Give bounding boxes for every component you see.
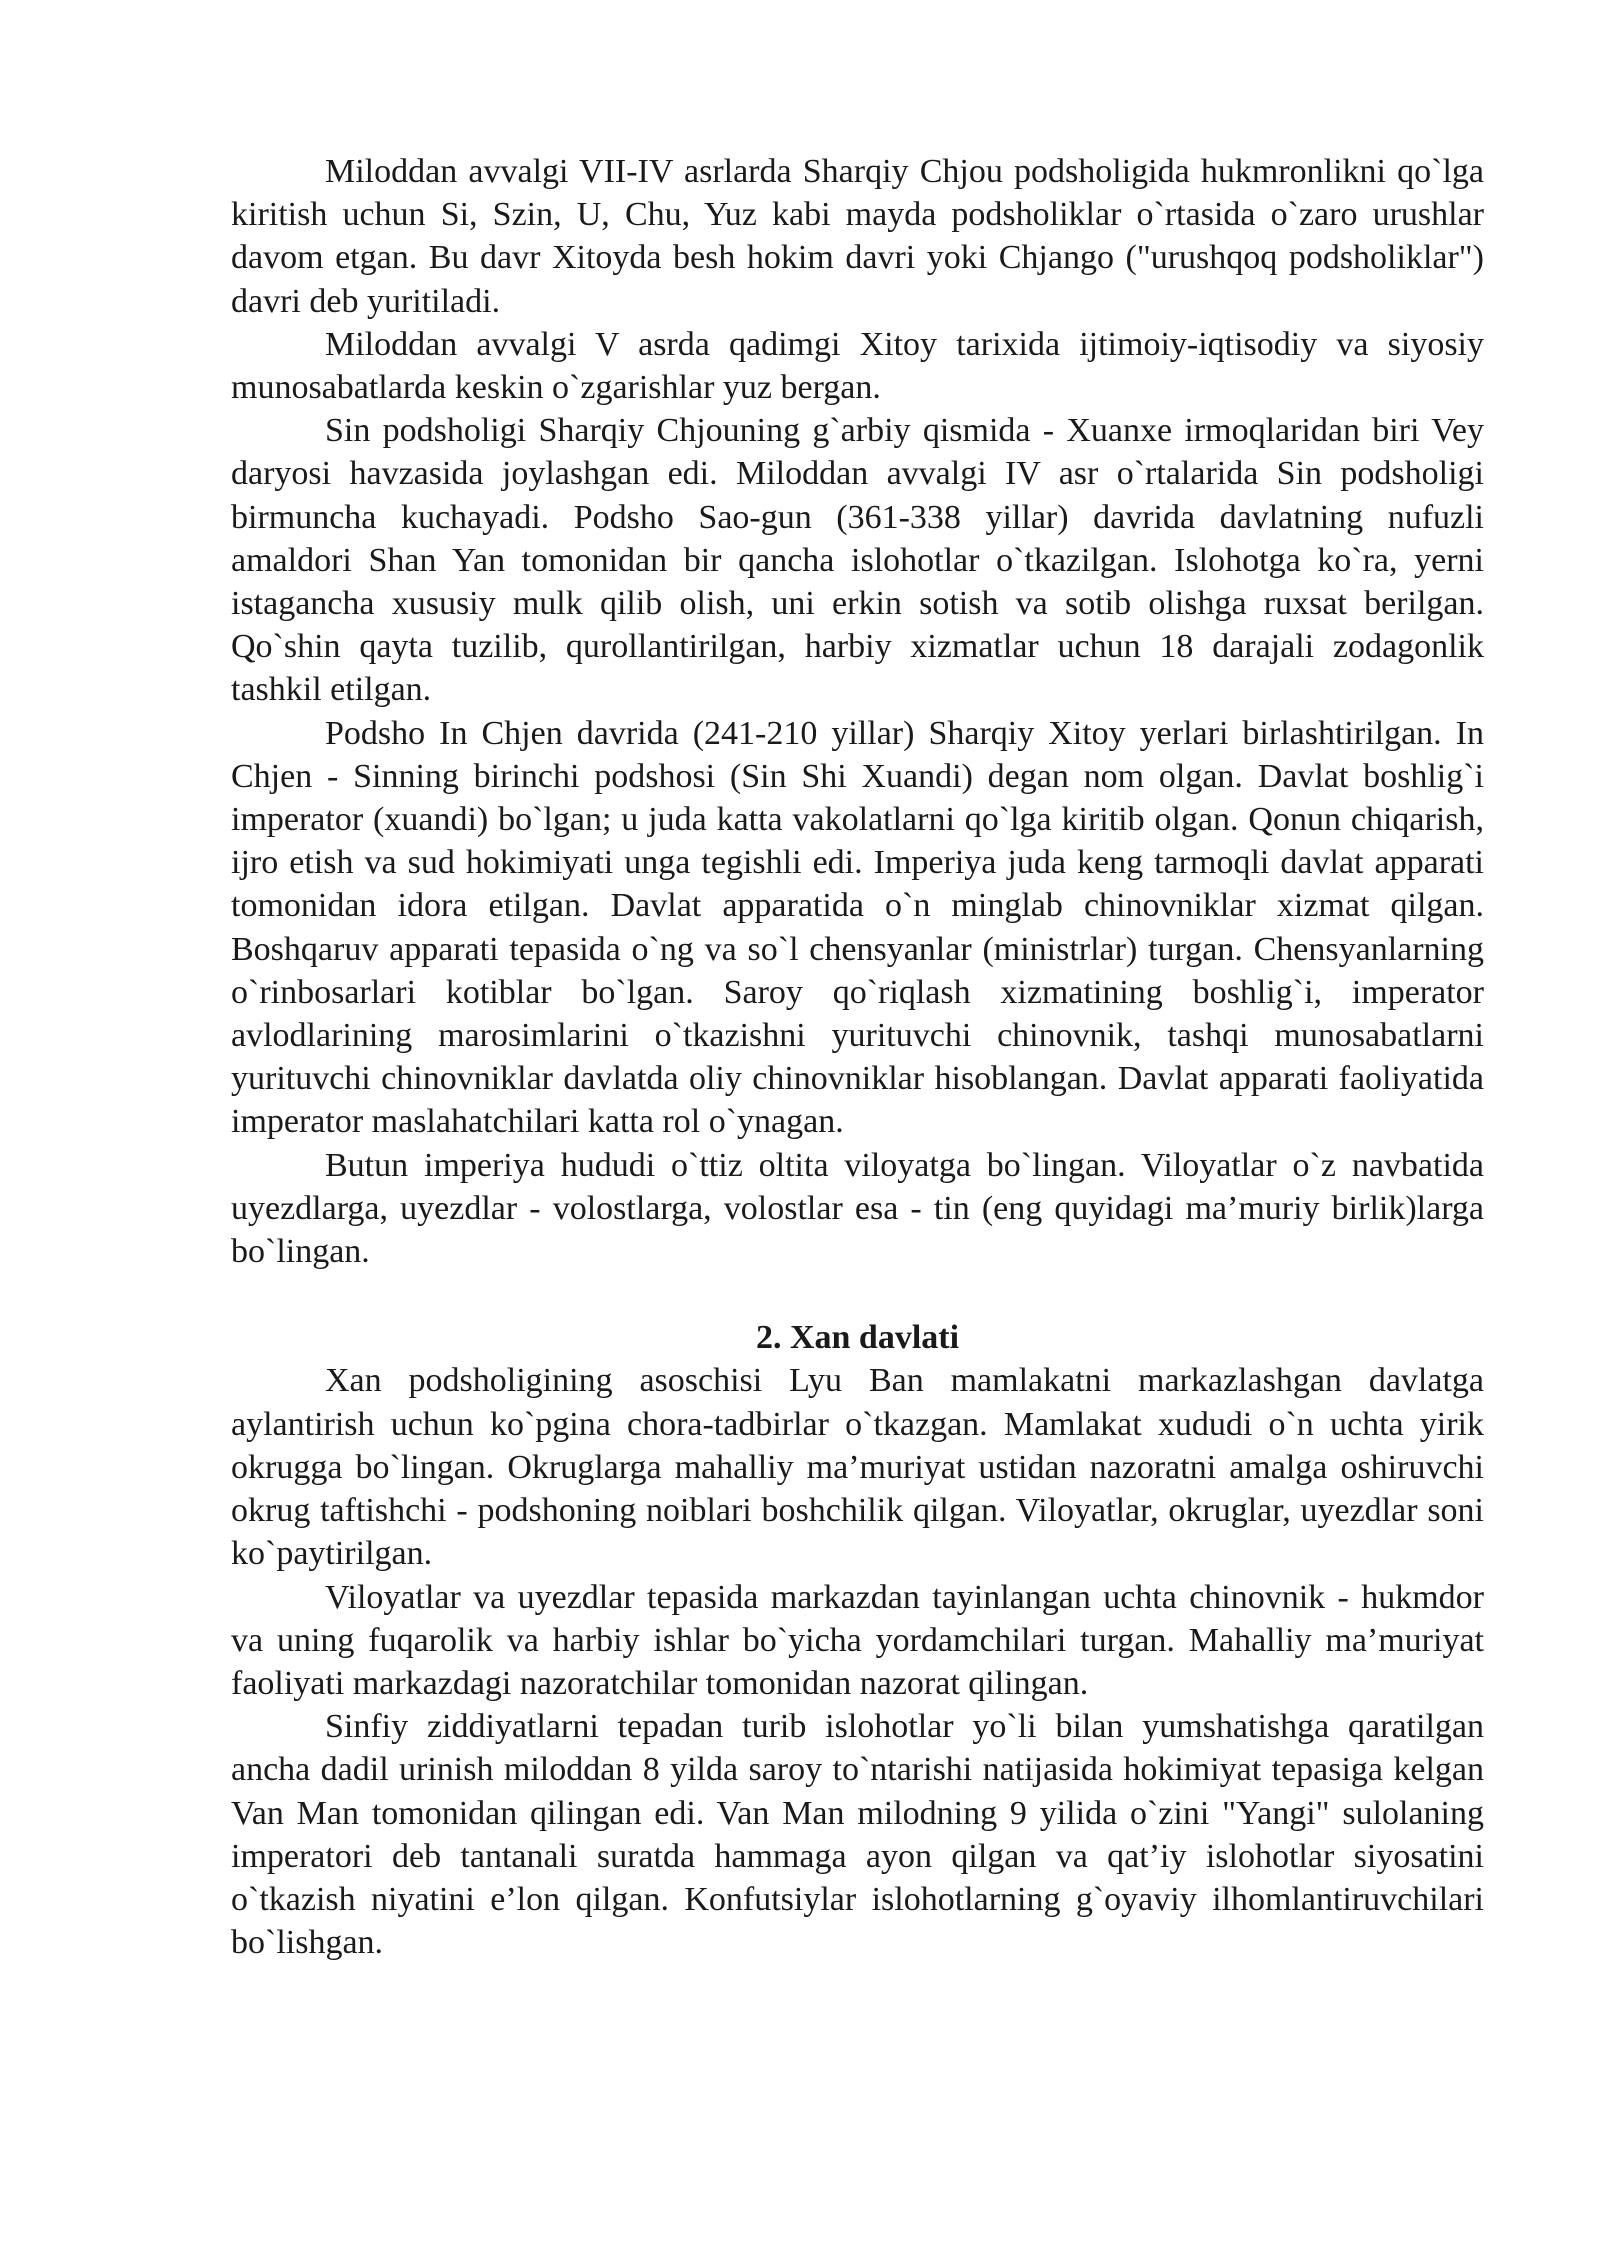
paragraph: Sin podsholigi Sharqiy Chjouning g`arbiy qismida - Xuanxe irmoqlaridan biri Vey daryosi havzasida joylashgan edi. Miloddan avvalgi IV asr o`rtalarida Sin podsholigi birmuncha kuchayadi. Podsho Sao-gun (361-338 yillar) davrida davlatning nufuzli amaldori Shan Yan tomonidan bir qancha islohotlar o`tkazilgan. Islohotga ko`ra, yerni istagancha xususiy mulk qilib olish, uni erkin sotish va sotib olishga ruxsat berilgan. Qo`shin qayta tuzilib, qurollantirilgan, harbiy xizmatlar uchun 18 darajali zodagonlik tashkil etilgan. (231, 412, 1484, 709)
section-heading: 2. Xan davlati (755, 1319, 960, 1357)
paragraph: Podsho In Chjen davrida (241-210 yillar) Sharqiy Xitoy yerlari birlashtirilgan. In Chjen - Sinning birinchi podshosi (Sin Shi Xuandi) degan nom olgan. Davlat boshlig`i imperator (xuandi) bo`lgan; u juda katta vakolatlarni qo`lga kiritib olgan. Qonun chiqarish, ijro etish va sud hokimiyati unga tegishli edi. Imperiya juda keng tarmoqli davlat apparati tomonidan idora etilgan. Davlat apparatida o`n minglab chinovniklar xizmat qilgan. Boshqaruv apparati tepasida o`ng va so`l chensyanlar (ministrlar) turgan. Chensyanlarning o`rinbosarlari kotiblar bo`lgan. Saroy qo`riqlash xizmatining boshlig`i, imperator avlodlarining marosimlarini o`tkazishni yurituvchi chinovnik, tashqi munosabatlarni yurituvchi chinovniklar davlatda oliy chinovniklar hisoblangan. Davlat apparati faoliyatida imperator maslahatchilari katta rol o`ynagan. (231, 714, 1484, 1141)
paragraph: Sinfiy ziddiyatlarni tepadan turib islohotlar yo`li bilan yumshatishga qaratilgan ancha dadil urinish miloddan 8 yilda saroy to`ntarishi natijasida hokimiyat tepasiga kelgan Van Man tomonidan qilingan edi. Van Man milodning 9 yilida o`zini "Yangi" sulolaning imperatori deb tantanali suratda hammaga ayon qilgan va qat’iy islohotlar siyosatini o`tkazish niyatini e’lon qilgan. Konfutsiylar islohotlarning g`oyaviy ilhomlantiruvchilari bo`lishgan. (231, 1708, 1484, 1962)
paragraph: Butun imperiya hududi o`ttiz oltita viloyatga bo`lingan. Viloyatlar o`z navbatida uyezdlarga, uyezdlar - volostlarga, volostlar esa - tin (eng quyidagi ma’muriy birlik)larga bo`lingan. (231, 1146, 1484, 1271)
paragraph: Viloyatlar va uyezdlar tepasida markazdan tayinlangan uchta chinovnik - hukmdor va uning fuqarolik va harbiy ishlar bo`yicha yordamchilari turgan. Mahalliy ma’muriyat faoliyati markazdagi nazoratchilar tomonidan nazorat qilingan. (231, 1578, 1484, 1702)
paragraph: Miloddan avvalgi VII-IV asrlarda Sharqiy Chjou podsholigida hukmronlikni qo`lga kiritish uchun Si, Szin, U, Chu, Yuz kabi mayda podsholiklar o`rtasida o`zaro urushlar davom etgan. Bu davr Xitoyda besh hokim davri yoki Chjango ("urushqoq podsholiklar") davri deb yuritiladi. (231, 153, 1484, 320)
paragraph: Miloddan avvalgi V asrda qadimgi Xitoy tarixida ijtimoiy-iqtisodiy va siyosiy munosabatlarda keskin o`zgarishlar yuz bergan. (231, 325, 1484, 407)
document-page (231, 150, 1484, 1964)
paragraph: Xan podsholigining asoschisi Lyu Ban mamlakatni markazlashgan davlatga aylantirish uchun ko`pgina chora-tadbirlar o`tkazgan. Mamlakat xududi o`n uchta yirik okrugga bo`lingan. Okruglarga mahalliy ma’muriyat ustidan nazoratni amalga oshiruvchi okrug taftishchi - podshoning noiblari boshchilik qilgan. Viloyatlar, okruglar, uyezdlar soni ko`paytirilgan. (231, 1362, 1484, 1573)
